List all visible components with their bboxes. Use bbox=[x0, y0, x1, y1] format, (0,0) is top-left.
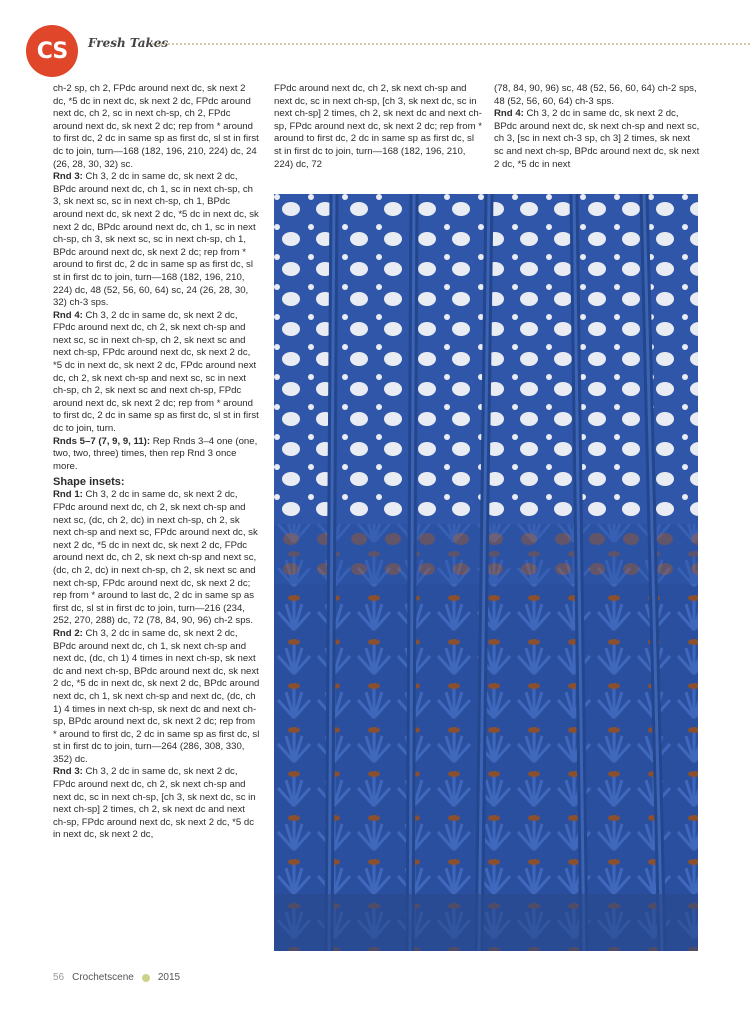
round-label: Rnds 5–7 (7, 9, 9, 11): bbox=[53, 435, 151, 447]
paragraph bbox=[53, 310, 260, 436]
paragraph bbox=[53, 171, 260, 310]
round-label: Rnd 4: bbox=[494, 108, 524, 120]
magazine-name: Crochetscene bbox=[72, 972, 134, 983]
paragraph bbox=[53, 766, 260, 842]
round-text: Ch 3, 2 dc in same dc, sk next 2 dc, BPdc around next dc, ch 1, sc in next ch-sp, ch 3, sk next sc, sc in next ch-sp, ch 1, BPdc around next dc, sk next 2 dc, *5 dc in next dc, sk next 2 dc, BPdc around next dc, ch 1, sc in next ch-sp, ch 3, sk next sc, sc in next ch-sp, ch 1, BPdc around next dc, sk next 2 dc; rep from * around to first dc, 2 dc in same sp as first dc, sl st in first dc to join, turn—168 (182, 196, 210, 224) dc, 48 (52, 56, 60, 64) sc, 24 (26, 28, 30, 32) ch-3 sps. bbox=[53, 171, 259, 309]
paragraph: (78, 84, 90, 96) sc, 48 (52, 56, 60, 64) ch-2 sps, 48 (52, 56, 60, 64) ch-3 sps. bbox=[494, 83, 697, 107]
round-text: Ch 3, 2 dc in same dc, sk next 2 dc, FPdc around next dc, ch 2, sk next ch-sp and next sc, (dc, ch 2, dc) in next ch-sp, ch 2, sk next ch-sp and next sc, FPdc around next dc, sk next 2 dc, *5 dc in next dc, sk next 2 dc, FPdc around next dc, ch 2, sk next ch-sp and next sc, (dc, ch 2, dc) in next ch-sp, ch 2, sk next sc and next ch-sp, FPdc around next dc, sk next 2 dc; rep from * around to last dc, 2 dc in same sp as first dc, sl st in first dc to join, turn—216 (234, 252, 270, 288) dc, 72 (78, 84, 90, 96) ch-2 sps. bbox=[53, 489, 258, 627]
header-divider bbox=[152, 43, 750, 45]
crochet-photo bbox=[274, 194, 698, 951]
round-text: Rep Rnds 3–4 one (one, two, two, three) times, then rep Rnd 3 once more. bbox=[53, 435, 258, 472]
round-text: Ch 3, 2 dc in same dc, sk next 2 dc, FPdc around next dc, ch 2, sk next ch-sp and next sc, sc in next ch-sp, ch 2, sk next sc and next ch-sp, FPdc around next dc, sk next 2 dc, *5 dc in next dc, sk next 2 dc, FPdc around next dc, ch 2, sk next ch-sp and next sc, sc in next ch-sp, ch 2, sk next sc and next ch-sp, FPdc around next dc, sk next 2 dc; rep from * around to first dc, 2 dc in same sp as first dc, sl st in first dc to join, turn. bbox=[53, 309, 259, 435]
paragraph bbox=[53, 628, 260, 767]
section-heading: Shape insets: bbox=[53, 476, 125, 489]
paragraph bbox=[53, 489, 260, 628]
page-footer bbox=[53, 972, 180, 983]
paragraph: ch-2 sp, ch 2, FPdc around next dc, sk next 2 dc, *5 dc in next dc, sk next 2 dc, FPdc around next dc, ch 2, sc in next ch-sp, ch 2, FPdc around next dc, sk next 2 dc; rep from * around to first dc, 2 dc in same sp as first dc, sl st in first dc to join, turn—168 (182, 196, 210, 224) dc, 24 (26, 28, 30, 32) sc. bbox=[53, 83, 259, 170]
magazine-logo: CS bbox=[26, 25, 78, 77]
paragraph: FPdc around next dc, ch 2, sk next ch-sp and next dc, sc in next ch-sp, [ch 3, sk next dc, sc in next ch-sp] 2 times, ch 2, sk next dc and next ch-sp, FPdc around next dc, sk next 2 dc; rep from * around to first dc, 2 dc in same sp as first dc, sl st in first dc to join, turn—168 (182, 196, 210, 224) dc, 72 bbox=[274, 83, 482, 170]
round-text: Ch 3, 2 dc in same dc, sk next 2 dc, BPdc around next dc, ch 1, sk next ch-sp and next dc, (dc, ch 1) 4 times in next ch-sp, sk next dc and next ch-sp, BPdc around next dc, sk next 2 dc, *5 dc in next dc, sk next 2 dc, BPdc around next dc, ch 1, sk next ch-sp and next dc, (dc, ch 1) 4 times in next ch-sp, sk next dc and next ch-sp, BPdc around next dc, sk next 2 dc; rep from * around to first dc, 2 dc in same sp as first dc, sl st in first dc to join, turn—264 (286, 308, 330, 352) dc. bbox=[53, 627, 260, 765]
text-column-2 bbox=[274, 83, 482, 171]
paragraph bbox=[494, 108, 702, 171]
round-label: Rnd 4: bbox=[53, 309, 83, 321]
round-label: Rnd 3: bbox=[53, 766, 83, 778]
text-column-3 bbox=[494, 83, 702, 171]
text-column-1 bbox=[53, 83, 260, 842]
bullet-dot-icon bbox=[142, 974, 150, 982]
round-label: Rnd 3: bbox=[53, 171, 83, 183]
round-label: Rnd 1: bbox=[53, 489, 83, 501]
round-text: Ch 3, 2 dc in same dc, sk next 2 dc, FPdc around next dc, ch 2, sk next ch-sp and next dc, sc in next ch-sp, [ch 3, sk next dc, sc in next ch-sp] 2 times, ch 2, sk next dc and next ch-sp, FPdc around next dc, sk next 2 dc, *5 dc in next dc, sk next 2 dc, bbox=[53, 766, 256, 841]
round-label: Rnd 2: bbox=[53, 627, 83, 639]
page-number: 56 bbox=[53, 972, 65, 983]
issue-year: 2015 bbox=[157, 972, 181, 983]
round-text: Ch 3, 2 dc in same dc, sk next 2 dc, BPdc around next dc, sk next ch-sp and next sc, ch 3, [sc in next ch-3 sp, ch 3] 2 times, sk next sc and next ch-sp, BPdc around next dc, sk next 2 dc, *5 dc in next bbox=[494, 108, 700, 170]
paragraph bbox=[53, 436, 260, 474]
section-title: Fresh Takes bbox=[88, 36, 169, 50]
